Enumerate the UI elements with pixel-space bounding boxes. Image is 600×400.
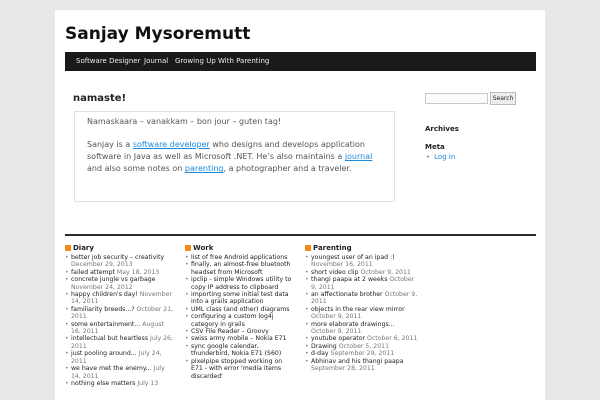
list-item <box>185 328 295 335</box>
post-link[interactable]: short video clip <box>311 268 359 276</box>
software-developer-link[interactable]: software developer <box>132 140 210 149</box>
post-link[interactable]: list of free Android applications <box>191 254 288 261</box>
list-item <box>305 321 420 336</box>
post-link[interactable]: happy children's day! <box>71 291 138 299</box>
post-title[interactable]: namaste! <box>73 93 127 104</box>
post-date: November 14, 2011 <box>71 291 172 306</box>
list-item <box>65 291 175 306</box>
post-link[interactable]: UML class (and other) diagrams <box>191 305 290 313</box>
rss-icon[interactable] <box>65 245 71 251</box>
list-item <box>185 343 295 358</box>
post-link[interactable]: more elaborate drawings... <box>311 320 395 328</box>
post-date: October 9, 2011 <box>311 291 418 306</box>
list-item <box>65 335 175 350</box>
list-item <box>305 350 420 357</box>
post-date: October 9, 2011 <box>311 276 415 291</box>
post-link[interactable]: intellectual but heartless <box>71 335 149 343</box>
post-link[interactable]: ipclip - simple Windows utility to copy IP address to clipboard <box>191 276 292 291</box>
post-link[interactable]: finally, an almost-free bluetooth headset from Microsoft <box>191 261 291 276</box>
rss-icon[interactable] <box>185 245 191 251</box>
parenting-list <box>305 254 420 373</box>
post-link[interactable]: pixelpipe stopped working on E71 - with error 'media items discarded' <box>191 357 283 380</box>
list-item <box>65 380 175 387</box>
list-item <box>305 254 420 269</box>
meta-title: Meta <box>425 143 445 151</box>
post-link[interactable]: swiss army mobile – Nokia E71 <box>191 335 287 343</box>
post-date: August 16, 2011 <box>71 320 164 336</box>
nav-item-journal[interactable]: Journal <box>144 57 169 65</box>
post-link[interactable]: better job security – creativity <box>71 254 165 261</box>
list-item <box>185 358 295 380</box>
main-nav <box>65 52 536 71</box>
list-item <box>185 313 295 328</box>
post-greeting: Namaskaara – vanakkam – bon jour – guten tag! <box>87 117 282 126</box>
parenting-widget-title <box>305 244 420 254</box>
list-item <box>65 269 175 276</box>
list-item <box>65 350 175 365</box>
intro-text: , a photographer and a traveler. <box>223 164 352 174</box>
search-button[interactable]: Search <box>490 92 516 105</box>
nav-item-software-designer[interactable]: Software Designer <box>76 57 141 65</box>
post-date: September 29, 2011 <box>330 350 395 358</box>
post-link[interactable]: configuring a custom log4j category in grails <box>191 313 274 328</box>
post-link[interactable]: objects in the rear view mirror <box>311 305 405 313</box>
post-link[interactable]: Drawing <box>311 342 337 350</box>
list-item <box>305 358 420 373</box>
post-date: November 16, 2011 <box>311 261 373 269</box>
post-link[interactable]: concrete jungle vs garbage <box>71 276 156 284</box>
post-date: July 13 <box>137 379 159 387</box>
post-date: July 24, 2011 <box>71 350 162 365</box>
parenting-link[interactable]: parenting <box>184 164 224 174</box>
post-date: October 6, 2011 <box>367 335 418 343</box>
post-link[interactable]: CSV File Reader – Groovy <box>191 328 269 336</box>
intro-text: Sanjay is a <box>87 140 133 149</box>
list-item <box>185 306 295 313</box>
parenting-widget <box>305 244 420 373</box>
post-link[interactable]: d-day <box>311 350 329 358</box>
post-date: October 5, 2011 <box>338 342 390 350</box>
list-item <box>185 254 295 261</box>
post-date: September 28, 2011 <box>311 365 375 373</box>
post-date: October 9, 2011 <box>311 328 362 336</box>
archives-title: Archives <box>425 125 459 133</box>
post-link[interactable]: nothing else matters <box>71 379 136 387</box>
post-link[interactable]: youtube operator <box>311 335 366 343</box>
meta-login-link[interactable]: • Log in <box>426 153 455 161</box>
list-item <box>305 306 420 321</box>
list-item <box>185 261 295 276</box>
post-link[interactable]: an affectionate brother <box>311 291 383 299</box>
post-link[interactable]: sync google calendar, thunderbird, Nokia E71 (S60) <box>191 342 282 358</box>
post-date: October 9, 2011 <box>311 313 362 321</box>
intro-text: and also some notes on <box>87 164 185 174</box>
journal-link[interactable]: journal <box>344 152 373 162</box>
search-input[interactable] <box>425 93 488 104</box>
list-item <box>65 365 175 380</box>
post-intro <box>87 139 387 176</box>
post-link[interactable]: just pooling around... <box>71 350 137 358</box>
list-item <box>305 291 420 306</box>
post-link[interactable]: thangi paapa at 2 weeks <box>311 276 388 284</box>
list-item <box>185 291 295 306</box>
list-item <box>305 269 420 276</box>
list-item <box>305 335 420 342</box>
diary-title[interactable]: Diary <box>73 244 94 252</box>
post-date: July 14, 2011 <box>71 365 165 380</box>
work-title[interactable]: Work <box>193 244 214 252</box>
list-item <box>65 306 175 321</box>
post-date: October 9, 2011 <box>360 268 411 276</box>
post-link[interactable]: importing some initial test data into a grails application <box>191 291 289 306</box>
post-date: July 26, 2011 <box>71 335 173 350</box>
work-widget-title <box>185 244 295 254</box>
diary-list <box>65 254 175 387</box>
parenting-title[interactable]: Parenting <box>313 244 352 252</box>
post-link[interactable]: youngest user of an ipad :) <box>311 254 395 261</box>
post-link[interactable]: we have met the enemy... <box>71 365 152 373</box>
work-list <box>185 254 295 380</box>
diary-widget <box>65 244 175 387</box>
list-item <box>65 276 175 291</box>
post-date: December 29, 2013 <box>71 261 133 269</box>
list-item <box>65 321 175 336</box>
post-date: May 18, 2013 <box>116 268 160 276</box>
site-title[interactable]: Sanjay Mysoremutt <box>65 24 251 44</box>
footer-divider <box>65 234 536 236</box>
list-item <box>185 335 295 342</box>
post-link[interactable]: familiarity breeds...? <box>71 305 135 313</box>
post-link[interactable]: some entertainment... <box>71 320 141 328</box>
list-item <box>305 343 420 350</box>
post-content <box>74 111 395 202</box>
nav-item-growing-up-with-parenting[interactable]: Growing Up With Parenting <box>175 57 270 65</box>
page-container <box>55 10 545 400</box>
rss-icon[interactable] <box>305 245 311 251</box>
post-date: October 21, 2011 <box>71 305 174 321</box>
post-date: November 24, 2012 <box>71 283 133 291</box>
post-link[interactable]: Abhinav and his thangi paapa <box>311 357 404 365</box>
list-item <box>65 254 175 269</box>
list-item <box>185 276 295 291</box>
post-link[interactable]: failed attempt <box>71 268 115 276</box>
diary-widget-title <box>65 244 175 254</box>
intro-text: who designs and develops application software in Java as well as Microsoft .NET. He’s also maintains a <box>87 140 365 162</box>
work-widget <box>185 244 295 380</box>
list-item <box>305 276 420 291</box>
